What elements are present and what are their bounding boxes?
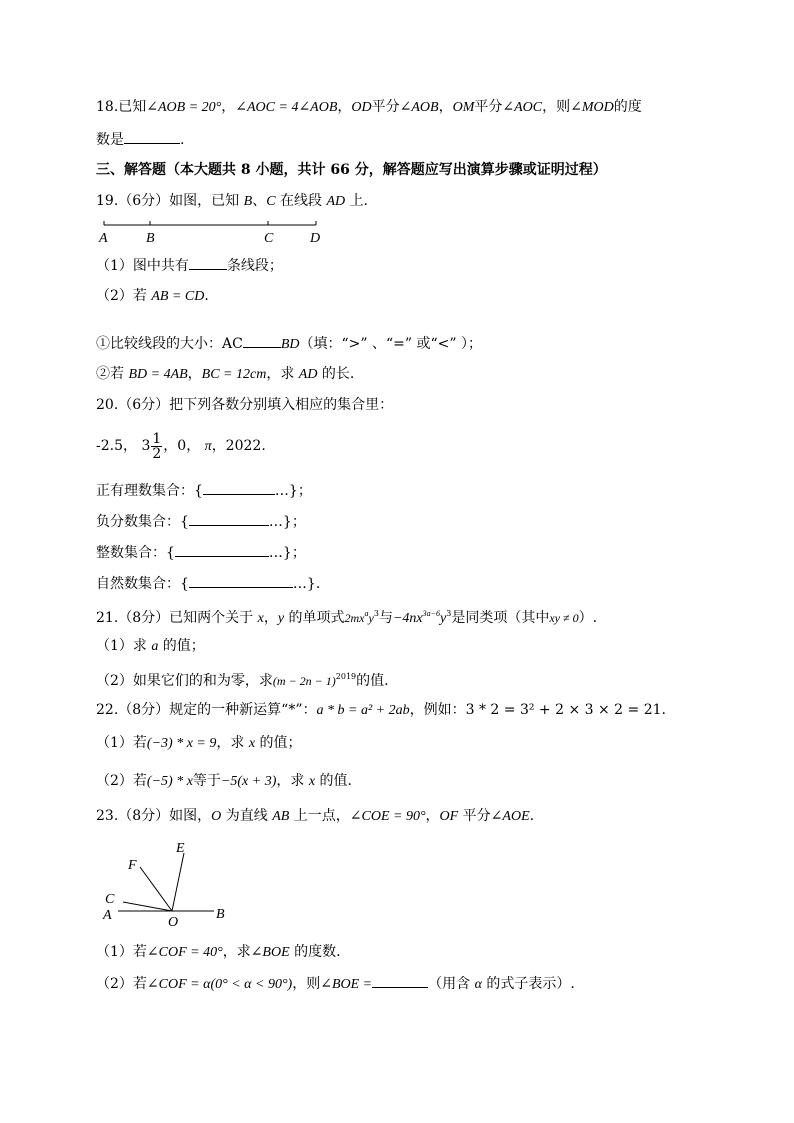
q21-monomial-1-y: y	[368, 611, 374, 625]
q23-text: ，则	[292, 976, 321, 992]
q23-text: 上一点，	[289, 808, 350, 824]
q21-text: （2）如果它们的和为零，求	[96, 673, 273, 689]
q19-sub2	[96, 364, 354, 385]
q21-monomial-2-yexp: 3	[446, 609, 452, 618]
q19-text: 、	[252, 193, 267, 209]
q20-set-blank[interactable]	[175, 542, 269, 557]
q21-text: 与	[378, 610, 393, 626]
q21-var-a: a	[151, 639, 159, 654]
q18-expr-aob2: ∠AOB	[399, 100, 439, 115]
q21-condition: xy ≠ 0	[549, 611, 579, 625]
q23-text: ，	[425, 808, 440, 824]
q21-text: 是同类项（其中	[451, 610, 550, 626]
q19-point-c: C	[266, 194, 276, 209]
q21-text: 的值.	[356, 673, 389, 689]
q23-expr: ∠BOE =	[320, 977, 373, 992]
label-a: A	[99, 231, 108, 246]
q23-text: .	[529, 808, 535, 824]
q23-text: 为直线	[221, 808, 273, 824]
q23-expr: ∠COF = 40°	[146, 945, 223, 960]
q18-text: ，则	[542, 99, 571, 115]
q22-definition: a * b = a² + 2ab	[316, 703, 410, 718]
label-c: C	[264, 231, 274, 246]
section-3-heading: 三、解答题（本大题共 8 小题，共计 66 分，解答题应写出演算步骤或证明过程）	[96, 162, 607, 178]
q19-segment-ad2: AD	[298, 367, 318, 382]
q20-set-integer	[96, 542, 306, 563]
q20-fraction	[151, 432, 162, 461]
q19-point-b: B	[243, 194, 253, 209]
q20-fraction-numerator: 1	[152, 430, 162, 447]
q21-text: 的值；	[158, 638, 205, 654]
q23-point-o: O	[211, 809, 222, 824]
q23-angle-figure	[96, 836, 246, 932]
q23-text: 平分	[458, 808, 491, 824]
q22-example: 3 * 2 = 3² + 2 × 3 × 2 = 21.	[465, 702, 666, 718]
q18-text: ，	[438, 99, 453, 115]
q20-number: ，2022.	[211, 438, 266, 454]
q23-line-ab: AB	[272, 809, 290, 824]
q19-text: ，求	[266, 366, 299, 382]
q20-set-blank[interactable]	[189, 511, 269, 526]
q20-set-label: 负分数集合：{	[96, 514, 189, 530]
q18-answer-blank[interactable]	[124, 129, 180, 144]
ray-oe	[172, 853, 184, 911]
q22-text: （1）若	[96, 735, 147, 751]
q21-text: 的单项式	[284, 610, 345, 626]
q19-text: 19.（6分）如图，已知	[96, 193, 244, 209]
q20-fraction-denominator: 2	[152, 445, 162, 462]
q23-ray-of: OF	[439, 809, 459, 824]
q20-set-end: …}.	[292, 576, 321, 592]
q23-expr: ∠COF = α(0° < α < 90°)	[146, 977, 293, 992]
q19-expr-bc: BC = 12cm	[201, 367, 267, 382]
label-e: E	[176, 841, 185, 856]
q18-expr-aob: ∠AOB = 20°	[146, 100, 222, 115]
q19-count-blank[interactable]	[189, 255, 227, 270]
q21-part2	[96, 667, 389, 691]
label-o: O	[168, 915, 179, 930]
label-b: B	[146, 231, 155, 246]
q23-part2	[96, 973, 575, 995]
q20-set-natural	[96, 573, 320, 594]
q19-text: 的长.	[317, 366, 355, 382]
q23-text: 23.（8分）如图，	[96, 808, 212, 824]
q19-text: 条线段；	[226, 258, 283, 274]
q19-sub1	[96, 333, 482, 355]
q18-expr-aoc: ∠AOC = 4∠AOB	[235, 100, 338, 115]
q21-expr: (m − 2n − 1)	[272, 674, 336, 688]
q18-text: .	[180, 132, 185, 148]
q22-text: （2）若	[96, 773, 147, 789]
q23-expr: ∠BOE	[250, 945, 290, 960]
q19-expr-bd: BD = 4AB	[128, 367, 188, 382]
label-a: A	[103, 908, 112, 923]
q19-segment-figure	[96, 216, 336, 246]
q20-set-end: …}；	[274, 483, 312, 499]
q23-text: 的度数.	[289, 944, 341, 960]
q23-text: 的式子表示）.	[481, 976, 575, 992]
q19-segment-bd: BD	[280, 337, 300, 352]
q22-var-x: x	[248, 736, 256, 751]
q23-text: （2）若	[96, 976, 147, 992]
q20-set-end: …}；	[268, 545, 306, 561]
q19-text: 上.	[345, 193, 369, 209]
q18-od: OD	[351, 100, 372, 115]
q22-text: 的值；	[255, 735, 302, 751]
q22-text: 22.（8分）规定的一种新运算“*”：	[96, 702, 317, 718]
q20-numbers	[96, 428, 266, 465]
q20-set-negative-fraction	[96, 511, 306, 532]
q18-expr-aoc2: ∠AOC	[502, 100, 543, 115]
q23-text: ，求	[222, 944, 251, 960]
q22-part1	[96, 733, 301, 754]
q20-set-blank[interactable]	[189, 573, 293, 588]
q21-monomial-2-y: y	[440, 611, 447, 626]
q19-part1	[96, 255, 283, 276]
q18-line1	[96, 97, 642, 118]
q20-set-positive-rational	[96, 480, 312, 501]
q21-var-y: y	[277, 611, 285, 626]
q19-expr-ab-cd: AB = CD	[151, 289, 205, 304]
q21-monomial-2-exp: 3a−6	[422, 609, 441, 618]
q22-expr: (−3) * x = 9	[146, 736, 217, 751]
q21-var-x: x	[257, 611, 264, 626]
q18-text: ，	[337, 99, 352, 115]
q21-stem	[96, 604, 597, 629]
q21-part1	[96, 636, 205, 657]
q22-part2	[96, 771, 352, 792]
q19-text: （填：“>” 、“=” 或“<” ）；	[299, 336, 482, 352]
q19-text: （2）若	[96, 288, 152, 304]
q23-answer-blank[interactable]	[372, 973, 428, 988]
q21-monomial-1: 2mx	[344, 611, 365, 625]
q21-text: 21.（8分）已知两个关于	[96, 610, 258, 626]
q20-mixed-whole: 3	[141, 438, 151, 454]
q18-text: 数是	[96, 132, 124, 148]
q23-expr: ∠COE = 90°	[349, 809, 426, 824]
q19-text: ，	[187, 366, 202, 382]
q19-segment-ad: AD	[326, 194, 346, 209]
q22-text: 的值.	[315, 773, 352, 789]
q18-text: ，	[221, 99, 236, 115]
q22-text: ，求	[276, 773, 309, 789]
q23-text: （1）若	[96, 944, 147, 960]
q22-expr: −5(x + 3)	[220, 774, 277, 789]
q18-text: 平分	[474, 99, 503, 115]
q18-text: 的度	[613, 99, 642, 115]
q18-expr-mod: ∠MOD	[570, 100, 614, 115]
q19-text: ①比较线段的大小：AC	[96, 336, 243, 352]
ray-of	[140, 867, 172, 911]
q19-compare-blank[interactable]	[243, 333, 281, 348]
q20-number: ，0，	[163, 438, 201, 454]
q22-expr: (−5) * x	[146, 774, 193, 789]
q20-number: -2.5，	[96, 438, 137, 454]
q22-var-x: x	[308, 774, 316, 789]
q19-text: 在线段	[275, 193, 327, 209]
label-f: F	[128, 858, 137, 873]
q21-text: ，	[263, 610, 278, 626]
q22-stem	[96, 700, 666, 721]
q21-text: ）.	[578, 610, 598, 626]
q20-set-label: 整数集合：{	[96, 545, 175, 561]
label-c: C	[105, 892, 115, 907]
q22-text: ，例如：	[409, 702, 466, 718]
q19-text: （1）图中共有	[96, 258, 189, 274]
q18-om: OM	[452, 100, 475, 115]
q23-text: （用含	[428, 976, 475, 992]
q20-stem: 20.（6分）把下列各数分别填入相应的集合里：	[96, 397, 394, 413]
q23-expr: ∠AOE	[490, 809, 530, 824]
q21-monomial-2: −4nx	[392, 611, 423, 626]
q20-set-label: 自然数集合：{	[96, 576, 189, 592]
q19-part2	[96, 286, 209, 307]
ray-oc	[123, 902, 172, 911]
q18-line2	[96, 129, 184, 150]
q18-text: 18.已知	[96, 99, 147, 115]
q22-text: 等于	[192, 773, 221, 789]
label-b: B	[216, 907, 225, 922]
q19-text: .	[204, 288, 209, 304]
q21-text: （1）求	[96, 638, 152, 654]
q23-part1	[96, 942, 341, 963]
q23-stem	[96, 806, 534, 827]
q20-set-end: …}；	[268, 514, 306, 530]
q23-alpha: α	[474, 977, 482, 992]
q20-pi: π	[204, 439, 212, 454]
q21-expr-exp: 2019	[335, 672, 357, 681]
q22-text: ，求	[216, 735, 249, 751]
q21-monomial-1-yexp: 3	[373, 609, 379, 618]
q20-set-label: 正有理数集合：{	[96, 483, 203, 499]
label-d: D	[310, 231, 321, 246]
q20-set-blank[interactable]	[203, 480, 275, 495]
q18-text: 平分	[371, 99, 400, 115]
q19-text: ②若	[96, 366, 129, 382]
q21-monomial-1-exp: a	[364, 609, 369, 618]
q19-stem	[96, 191, 368, 212]
